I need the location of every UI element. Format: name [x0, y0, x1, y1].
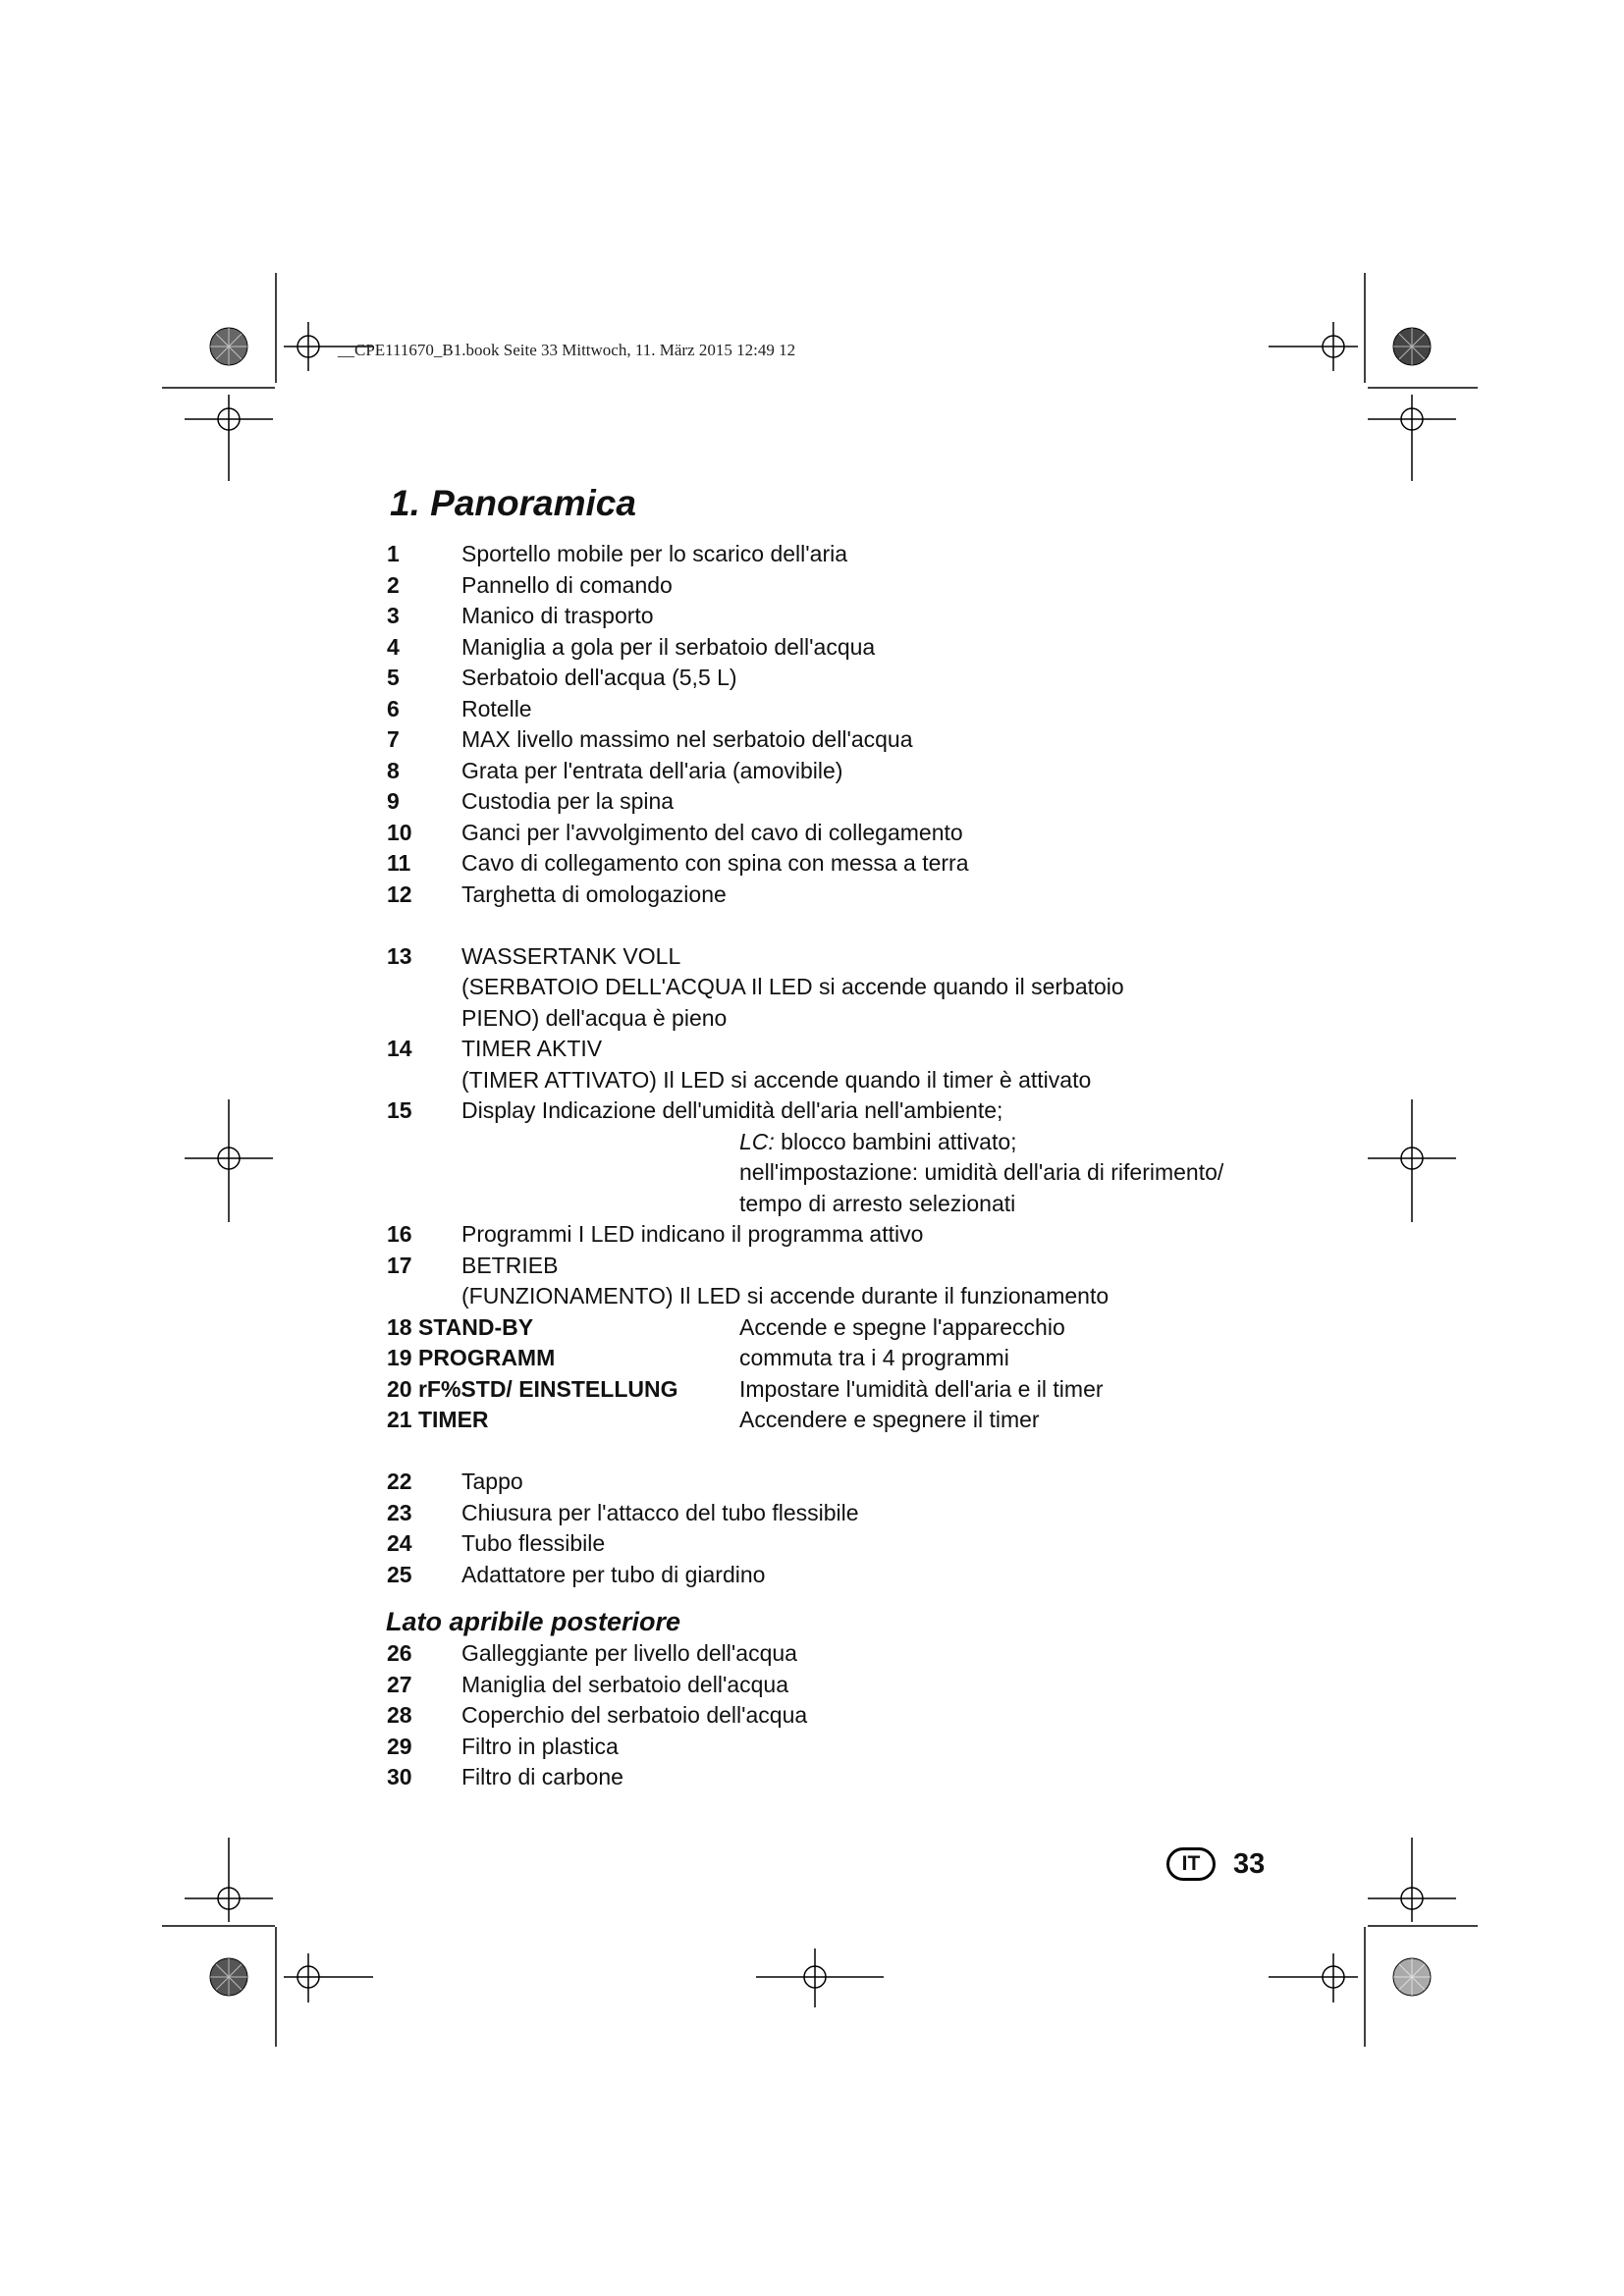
back-section-title: Lato apribile posteriore: [386, 1607, 681, 1636]
section-title: 1. Panoramica: [390, 483, 636, 523]
language-badge: IT: [1166, 1847, 1216, 1881]
page-number: 33: [1233, 1847, 1266, 1880]
print-file-info: __CPE111670_B1.book Seite 33 Mittwoch, 11. März 2015 12:49 12: [338, 341, 796, 359]
page-footer: [1166, 1847, 1265, 1881]
